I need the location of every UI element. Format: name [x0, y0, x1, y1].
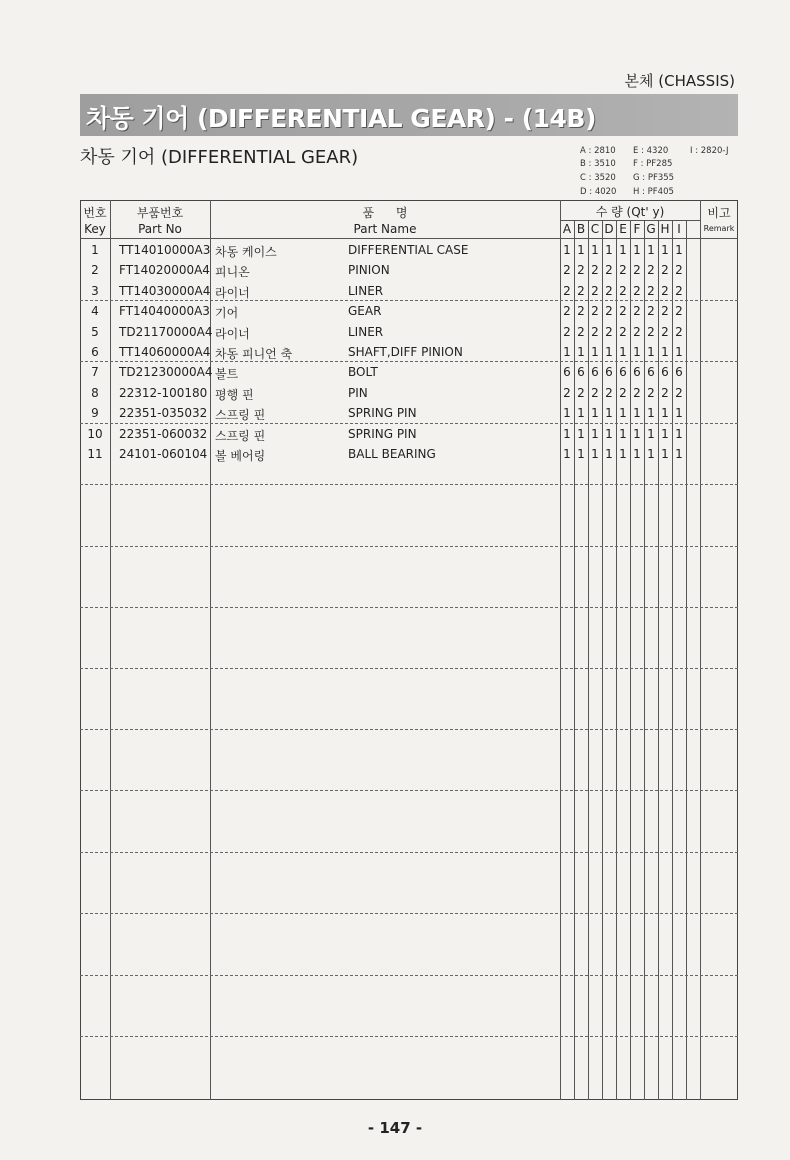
row-qty-f: 2: [633, 263, 641, 278]
row-qty-f: 2: [633, 385, 641, 400]
row-separator: [80, 852, 738, 853]
row-qty-c: 1: [591, 243, 599, 257]
row-qty-a: 1: [563, 345, 571, 359]
row-qty-h: 2: [661, 324, 669, 339]
row-qty-g: 1: [647, 447, 655, 461]
section-header: 본체 (CHASSIS): [624, 72, 735, 90]
row-separator: [80, 546, 738, 547]
row-qty-d: 1: [605, 406, 613, 421]
row-qty-a: 6: [563, 365, 571, 380]
row-qty-b: 6: [577, 365, 585, 380]
row-qty-a: 1: [563, 426, 571, 441]
row-qty-b: 2: [577, 304, 585, 319]
row-name-ko: 차동 케이스: [215, 245, 277, 259]
row-qty-f: 2: [633, 283, 641, 298]
row-qty-d: 2: [605, 283, 613, 298]
row-qty-c: 2: [591, 283, 599, 298]
row-qty-b: 1: [577, 243, 585, 257]
row-name-en: BOLT: [348, 365, 378, 380]
model-g: G : PF355: [633, 173, 675, 183]
row-separator: [80, 484, 738, 485]
row-qty-h: 2: [661, 283, 669, 298]
row-name-en: GEAR: [348, 304, 382, 319]
row-qty-b: 1: [577, 345, 585, 359]
qty-col-f: F: [633, 222, 641, 236]
model-d: D : 4020: [580, 187, 617, 197]
row-qty-e: 6: [619, 365, 627, 380]
subtitle: 차동 기어 (DIFFERENTIAL GEAR): [80, 147, 359, 168]
row-separator: [80, 729, 738, 730]
qty-col-e: E: [619, 222, 627, 236]
row-qty-i: 1: [675, 426, 683, 441]
row-name-en: PINION: [348, 263, 390, 278]
row-qty-e: 2: [619, 385, 627, 400]
row-qty-c: 1: [591, 345, 599, 359]
row-qty-f: 2: [633, 304, 641, 319]
row-qty-f: 1: [633, 447, 641, 461]
row-part-no: 24101-060104: [119, 447, 208, 461]
row-qty-a: 1: [563, 243, 571, 257]
row-name-en: SPRING PIN: [348, 426, 417, 441]
row-qty-i: 2: [675, 304, 683, 319]
row-qty-a: 2: [563, 283, 571, 298]
row-qty-h: 6: [661, 365, 669, 380]
row-qty-b: 2: [577, 385, 585, 400]
row-separator: [80, 361, 738, 362]
row-name-ko: 스프링 핀: [215, 408, 266, 423]
row-part-no: TT14010000A3: [119, 243, 211, 257]
row-qty-a: 2: [563, 385, 571, 400]
row-part-no: FT14020000A4: [119, 263, 210, 278]
row-qty-e: 1: [619, 406, 627, 421]
row-qty-b: 1: [577, 426, 585, 441]
header-key-ko: 번호: [83, 206, 107, 220]
row-part-no: TD21170000A4: [119, 324, 213, 339]
row-qty-b: 1: [577, 406, 585, 421]
model-h: H : PF405: [633, 187, 674, 197]
header-partno-ko: 부품번호: [136, 206, 184, 220]
row-key: 6: [91, 345, 99, 359]
row-name-ko: 볼 베어링: [215, 449, 266, 463]
row-qty-g: 2: [647, 263, 655, 278]
row-name-en: LINER: [348, 324, 384, 339]
row-qty-e: 1: [619, 426, 627, 441]
row-qty-h: 1: [661, 447, 669, 461]
row-key: 5: [91, 324, 99, 339]
row-qty-d: 2: [605, 263, 613, 278]
header-bottom-line: [80, 238, 738, 239]
row-qty-g: 1: [647, 426, 655, 441]
row-qty-f: 2: [633, 324, 641, 339]
row-name-en: LINER: [348, 283, 384, 298]
row-qty-h: 1: [661, 406, 669, 421]
row-qty-a: 1: [563, 406, 571, 421]
row-qty-i: 1: [675, 406, 683, 421]
row-qty-g: 1: [647, 345, 655, 359]
row-qty-d: 2: [605, 385, 613, 400]
row-key: 7: [91, 365, 99, 380]
row-qty-a: 2: [563, 263, 571, 278]
row-name-ko: 차동 피니언 축: [215, 347, 293, 361]
row-qty-h: 1: [661, 243, 669, 257]
row-qty-h: 2: [661, 304, 669, 319]
row-key: 10: [87, 426, 103, 441]
row-qty-g: 2: [647, 324, 655, 339]
row-key: 8: [91, 385, 99, 400]
row-part-no: TT14060000A4: [119, 345, 211, 359]
row-separator: [80, 790, 738, 791]
row-qty-d: 1: [605, 243, 613, 257]
model-e: E : 4320: [633, 146, 669, 156]
row-name-ko: 스프링 핀: [215, 428, 266, 443]
row-qty-c: 2: [591, 304, 599, 319]
row-qty-d: 1: [605, 447, 613, 461]
row-part-no: TD21230000A4: [119, 365, 213, 380]
row-qty-h: 1: [661, 345, 669, 359]
qty-divider: [686, 220, 687, 1100]
row-qty-e: 2: [619, 324, 627, 339]
row-part-no: 22351-035032: [119, 406, 208, 421]
row-name-ko: 피니온: [215, 265, 250, 280]
row-part-no: FT14040000A3: [119, 304, 210, 319]
row-separator: [80, 607, 738, 608]
qty-col-a: A: [562, 222, 572, 236]
row-qty-d: 1: [605, 426, 613, 441]
row-qty-f: 1: [633, 345, 641, 359]
header-partno-en: Part No: [138, 222, 182, 236]
row-qty-d: 2: [605, 324, 613, 339]
header-qty: 수 량 (Qt' y): [595, 205, 665, 219]
qty-col-h: H: [660, 222, 670, 236]
row-qty-g: 1: [647, 243, 655, 257]
row-qty-c: 6: [591, 365, 599, 380]
row-qty-e: 1: [619, 243, 627, 257]
row-qty-b: 2: [577, 283, 585, 298]
row-qty-g: 2: [647, 385, 655, 400]
row-separator: [80, 913, 738, 914]
col-divider: [700, 200, 701, 1100]
header-remark-en: Remark: [703, 224, 735, 233]
row-qty-a: 1: [563, 447, 571, 461]
row-qty-h: 1: [661, 426, 669, 441]
row-qty-a: 2: [563, 324, 571, 339]
row-qty-e: 2: [619, 304, 627, 319]
qty-col-i: I: [677, 222, 681, 236]
row-qty-a: 2: [563, 304, 571, 319]
row-key: 11: [87, 447, 103, 461]
qty-col-c: C: [590, 222, 600, 236]
row-name-en: BALL BEARING: [348, 447, 436, 461]
row-name-en: PIN: [348, 385, 368, 400]
row-name-en: DIFFERENTIAL CASE: [348, 243, 469, 257]
row-qty-g: 6: [647, 365, 655, 380]
col-divider: [110, 200, 111, 1100]
row-qty-i: 1: [675, 243, 683, 257]
row-qty-i: 6: [675, 365, 683, 380]
row-name-ko: 기어: [215, 306, 239, 321]
row-part-no: 22351-060032: [119, 426, 208, 441]
row-qty-f: 6: [633, 365, 641, 380]
row-separator: [80, 423, 738, 424]
row-part-no: TT14030000A4: [119, 283, 211, 298]
model-i: I : 2820-J: [690, 146, 729, 156]
page-title: 차동 기어 (DIFFERENTIAL GEAR) - (14B): [86, 104, 596, 133]
qty-col-g: G: [646, 222, 656, 236]
qty-header-divider: [560, 220, 700, 221]
row-separator: [80, 668, 738, 669]
header-partname-ko: 품 명: [362, 206, 408, 220]
row-key: 2: [91, 263, 99, 278]
row-qty-e: 2: [619, 283, 627, 298]
header-partname-en: Part Name: [353, 222, 417, 236]
row-qty-c: 1: [591, 426, 599, 441]
row-qty-e: 1: [619, 447, 627, 461]
row-qty-d: 2: [605, 304, 613, 319]
row-qty-b: 1: [577, 447, 585, 461]
row-separator: [80, 1036, 738, 1037]
row-name-ko: 평행 핀: [215, 387, 254, 402]
row-qty-i: 1: [675, 447, 683, 461]
model-b: B : 3510: [580, 159, 616, 169]
row-name-en: SHAFT,DIFF PINION: [348, 345, 463, 359]
row-qty-d: 1: [605, 345, 613, 359]
row-qty-g: 2: [647, 304, 655, 319]
row-key: 9: [91, 406, 99, 421]
header-key-en: Key: [84, 222, 106, 236]
model-f: F : PF285: [633, 159, 673, 169]
header-remark-ko: 비고: [707, 206, 731, 220]
row-qty-h: 2: [661, 385, 669, 400]
row-separator: [80, 300, 738, 301]
model-a: A : 2810: [580, 146, 616, 156]
row-part-no: 22312-100180: [119, 385, 208, 400]
row-qty-i: 1: [675, 345, 683, 359]
row-qty-i: 2: [675, 283, 683, 298]
row-qty-g: 2: [647, 283, 655, 298]
row-qty-c: 2: [591, 263, 599, 278]
row-name-en: SPRING PIN: [348, 406, 417, 421]
row-key: 1: [91, 243, 99, 257]
row-qty-b: 2: [577, 263, 585, 278]
row-qty-c: 2: [591, 385, 599, 400]
row-key: 4: [91, 304, 99, 319]
row-qty-c: 1: [591, 406, 599, 421]
row-qty-i: 2: [675, 385, 683, 400]
row-qty-c: 1: [591, 447, 599, 461]
row-qty-f: 1: [633, 406, 641, 421]
title-bar: [80, 94, 738, 136]
row-qty-b: 2: [577, 324, 585, 339]
row-separator: [80, 975, 738, 976]
row-qty-i: 2: [675, 263, 683, 278]
model-c: C : 3520: [580, 173, 616, 183]
qty-col-b: B: [576, 222, 586, 236]
row-qty-f: 1: [633, 426, 641, 441]
qty-col-d: D: [604, 222, 614, 236]
row-key: 3: [91, 283, 99, 298]
row-qty-h: 2: [661, 263, 669, 278]
row-qty-f: 1: [633, 243, 641, 257]
row-name-ko: 볼트: [215, 367, 239, 382]
row-qty-d: 6: [605, 365, 613, 380]
row-qty-g: 1: [647, 406, 655, 421]
row-name-ko: 라이너: [215, 326, 250, 341]
row-qty-i: 2: [675, 324, 683, 339]
row-name-ko: 라이너: [215, 285, 250, 300]
row-qty-c: 2: [591, 324, 599, 339]
row-qty-e: 1: [619, 345, 627, 359]
row-qty-e: 2: [619, 263, 627, 278]
page-number: - 147 -: [367, 1119, 423, 1137]
